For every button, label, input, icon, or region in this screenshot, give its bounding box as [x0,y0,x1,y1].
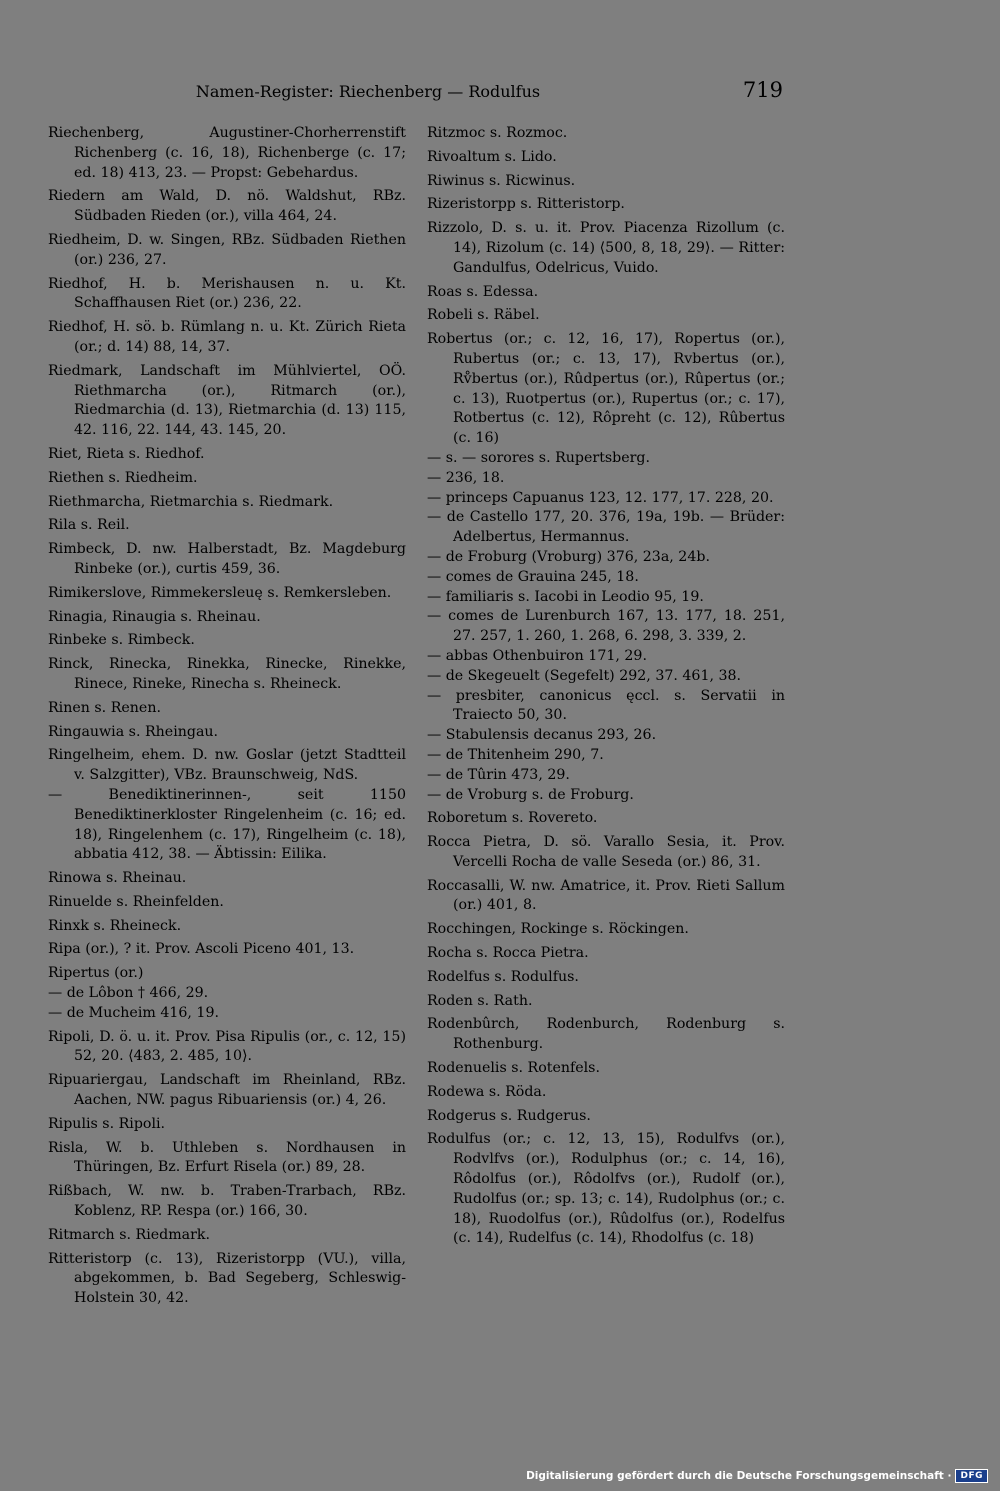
index-entry: Rinagia, Rinaugia s. Rheinau. [48,608,261,625]
index-entry: Roccasalli, W. nw. Amatrice, it. Prov. Rieti Sallum (or.) 401, 8. [427,877,785,914]
index-entry: Ripertus (or.) [48,965,144,982]
footer [526,1469,988,1483]
index-entry: Riwinus s. Ricwinus. [427,172,576,189]
index-entry: Riedhof, H. b. Merishausen n. u. Kt. Schaffhausen Riet (or.) 236, 22. [48,275,406,312]
index-entry: — familiaris s. Iacobi in Leodio 95, 19. [427,588,704,605]
right-column [427,124,785,1249]
index-entry: — Stabulensis decanus 293, 26. [427,727,657,744]
page-number: 719 [742,78,783,102]
index-entry: — de Castello 177, 20. 376, 19a, 19b. — Brüder: Adelbertus, Hermannus. [427,509,785,546]
index-entry: Riedmark, Landschaft im Mühlviertel, OÖ. Riethmarcha (or.), Ritmarch (or.), Riedmarchia (d. 13), Rietmarchia (d. 13) 115, 42. 116, 22. 144, 43. 145, 20. [48,362,406,439]
index-entry: Ripuariergau, Landschaft im Rheinland, RBz. Aachen, NW. pagus Ribuariensis (or.) 4, 26. [48,1072,406,1109]
index-entry: Riethmarcha, Rietmarchia s. Riedmark. [48,493,334,510]
footer-text: Digitalisierung gefördert durch die Deutsche Forschungsgemeinschaft · [526,1470,952,1482]
index-entry: Rimbeck, D. nw. Halberstadt, Bz. Magdeburg Rinbeke (or.), curtis 459, 36. [48,541,406,577]
index-entry: Roas s. Edessa. [427,283,539,300]
index-entry: Rocchingen, Rockinge s. Röckingen. [427,921,689,938]
index-entry: Ritmarch s. Riedmark. [48,1226,211,1243]
left-column [48,124,406,1309]
dfg-logo: DFG [955,1469,988,1483]
index-entry: Rodulfus (or.; c. 12, 13, 15), Rodulfvs (or.), Rodvlfvs (or.), Rodulphus (or.; c. 14, 16), Rôdolfus (or.), Rôdolfvs (or.), Rudolf (or.), Rudolfus (or.; sp. 13; c. 14), Rudolphus (or.; c. 18), Ruodolfus (or.), Rûdolfus (or.), Rodelfus (c. 14), Rudelfus (c. 14), Rhodolfus (c. 18) [427,1131,785,1247]
index-entry: Rodewa s. Röda. [427,1083,547,1100]
index-entry: — presbiter, canonicus ęccl. s. Servatii in Traiecto 50, 30. [427,687,785,724]
index-entry: Rila s. Reil. [48,517,130,534]
index-entry: Ritzmoc s. Rozmoc. [427,125,568,141]
index-entry: Rinuelde s. Rheinfelden. [48,893,224,910]
index-entry: Riechenberg, Augustiner-Chorherrenstift Richenberg (c. 16, 18), Richenberge (c. 17; ed. 18) 413, 23. — Propst: Gebehardus. [48,125,406,181]
index-entry: — de Skegeuelt (Segefelt) 292, 37. 461, 38. [427,667,742,684]
index-entry: Riedhof, H. sö. b. Rümlang n. u. Kt. Zürich Rieta (or.; d. 14) 88, 14, 37. [48,319,406,355]
index-entry: Risla, W. b. Uthleben s. Nordhausen in Thüringen, Bz. Erfurt Risela (or.) 89, 28. [48,1139,406,1176]
index-entry: Riedern am Wald, D. nö. Waldshut, RBz. Südbaden Rieden (or.), villa 464, 24. [48,188,406,225]
index-entry: Ringelheim, ehem. D. nw. Goslar (jetzt Stadtteil v. Salzgitter), VBz. Braunschweig, NdS. [48,747,406,784]
index-entry: Ripa (or.), ? it. Prov. Ascoli Piceno 401, 13. [48,941,355,958]
index-entry: Rizzolo, D. s. u. it. Prov. Piacenza Rizollum (c. 14), Rizolum (c. 14) ⟨500, 8, 18, 29⟩. — Ritter: Gandulfus, Odelricus, Vuido. [427,220,785,276]
index-entry: Rodenuelis s. Rotenfels. [427,1060,600,1077]
index-entry: Ripulis s. Ripoli. [48,1115,166,1132]
index-entry: Rivoaltum s. Lido. [427,148,557,165]
index-entry: Rodgerus s. Rudgerus. [427,1107,591,1124]
index-entry: Robeli s. Räbel. [427,307,540,324]
index-entry: Rimikerslove, Rimmekersleuę s. Remkersleben. [48,584,392,601]
index-entry: — de Mucheim 416, 19. [48,1004,219,1021]
index-entry: — princeps Capuanus 123, 12. 177, 17. 228, 20. [427,489,774,506]
index-entry: — de Lôbon † 466, 29. [48,985,209,1002]
index-entry: — de Vroburg s. de Froburg. [427,786,634,803]
index-entry: Ritteristorp (c. 13), Rizeristorpp (VU.), villa, abgekommen, b. Bad Segeberg, Schleswig-Holstein 30, 42. [48,1250,406,1307]
index-entry: — de Froburg (Vroburg) 376, 23a, 24b. [427,548,710,565]
index-entry: Rodenbûrch, Rodenburch, Rodenburg s. Rothenburg. [427,1016,785,1053]
index-entry: Riethen s. Riedheim. [48,469,198,486]
index-entry: Ripoli, D. ö. u. it. Prov. Pisa Ripulis (or., c. 12, 15) 52, 20. ⟨483, 2. 485, 10⟩. [48,1028,406,1065]
index-entry: — de Tûrin 473, 29. [427,766,570,783]
index-entry: Rinen s. Renen. [48,699,161,716]
index-entry: — abbas Othenbuiron 171, 29. [427,647,647,664]
index-entry: Rizeristorpp s. Ritteristorp. [427,196,625,213]
index-entry: Rißbach, W. nw. b. Traben-Trarbach, RBz. Koblenz, RP. Respa (or.) 166, 30. [48,1183,406,1220]
index-entry: — comes de Lurenburch 167, 13. 177, 18. 251, 27. 257, 1. 260, 1. 268, 6. 298, 3. 339, 2. [427,608,785,645]
index-entry: Rinck, Rinecka, Rinekka, Rinecke, Rinekke, Rinece, Rineke, Rinecha s. Rheineck. [48,656,406,692]
index-entry: Rocca Pietra, D. sö. Varallo Sesia, it. Prov. Vercelli Rocha de valle Seseda (or.) 86, 31. [427,834,785,870]
index-entry: — 236, 18. [427,469,505,486]
index-entry: Rodelfus s. Rodulfus. [427,968,579,985]
index-entry: — de Thitenheim 290, 7. [427,746,604,763]
page-header [48,78,783,108]
index-entry: Rocha s. Rocca Pietra. [427,945,589,962]
index-entry: Roden s. Rath. [427,992,533,1009]
index-entry: Riet, Rieta s. Riedhof. [48,445,205,462]
index-entry: Roboretum s. Rovereto. [427,810,598,827]
index-entry: Riedheim, D. w. Singen, RBz. Südbaden Riethen (or.) 236, 27. [48,231,406,268]
index-entry: Rinbeke s. Rimbeck. [48,632,195,649]
index-entry: Robertus (or.; c. 12, 16, 17), Ropertus (or.), Rubertus (or.; c. 13, 17), Rvbertus (or.), Rv̊bertus (or.), Rûdpertus (or.), Rûpertus (or.; c. 13), Ruotpertus (or.), Rupertus (or.; c. 17), Rotbertus (c. 12), Rôpreht (c. 12), Rûbertus (c. 16) [427,331,785,447]
index-entry: Ringauwia s. Rheingau. [48,723,219,740]
index-entry: — Benediktinerinnen-, seit 1150 Benediktinerkloster Ringelenheim (c. 16; ed. 18), Ringelenhem (c. 17), Ringelheim (c. 18), abbatia 412, 38. — Äbtissin: Eilika. [48,786,406,863]
running-title: Namen-Register: Riechenberg — Rodulfus [195,82,541,101]
index-entry: — comes de Grauina 245, 18. [427,568,639,585]
index-entry: Rinowa s. Rheinau. [48,870,187,887]
index-entry: Rinxk s. Rheineck. [48,917,182,934]
index-entry: — s. — sorores s. Rupertsberg. [427,449,651,466]
